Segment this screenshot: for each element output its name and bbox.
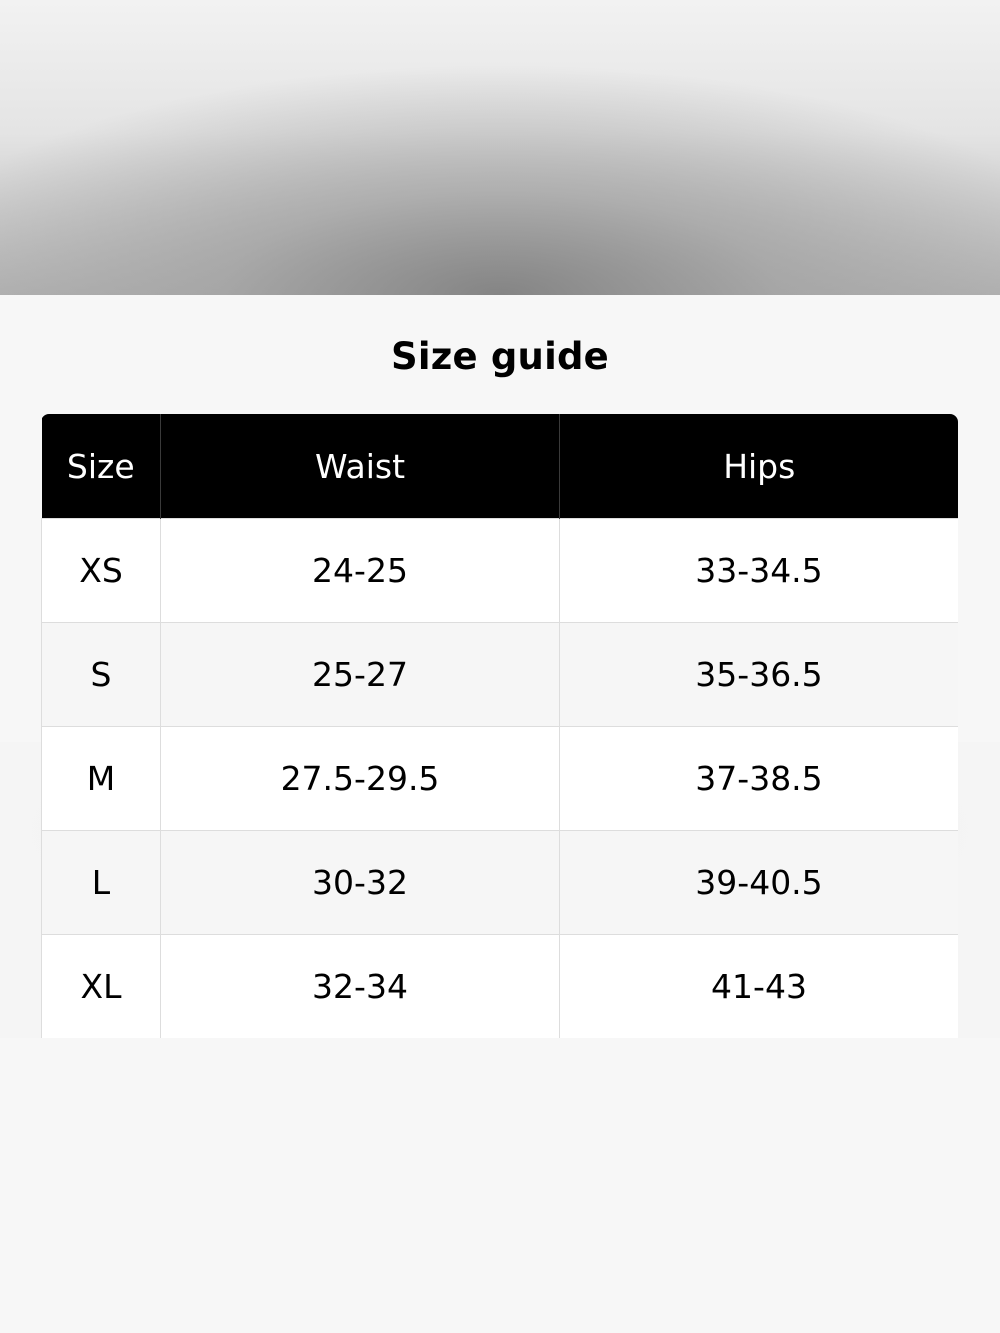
size-cell: XS <box>42 519 161 623</box>
table-row <box>42 727 959 831</box>
waist-cell: 32-34 <box>161 935 560 1039</box>
size-cell: L <box>42 831 161 935</box>
table-row <box>42 623 959 727</box>
hips-cell: 37-38.5 <box>560 727 959 831</box>
waist-cell: 27.5-29.5 <box>161 727 560 831</box>
waist-cell: 25-27 <box>161 623 560 727</box>
size-cell: S <box>42 623 161 727</box>
dimmed-background[interactable] <box>0 0 1000 295</box>
waist-cell: 24-25 <box>161 519 560 623</box>
waist-cell: 30-32 <box>161 831 560 935</box>
size-cell: XL <box>42 935 161 1039</box>
table-row <box>42 831 959 935</box>
hips-cell: 39-40.5 <box>560 831 959 935</box>
size-table <box>41 414 958 1038</box>
table-row <box>42 519 959 623</box>
column-header-hips: Hips <box>560 414 959 519</box>
column-header-size: Size <box>42 414 161 519</box>
sheet-title: Size guide <box>391 335 609 378</box>
table-header-row <box>42 414 959 519</box>
column-header-waist: Waist <box>161 414 560 519</box>
size-cell: M <box>42 727 161 831</box>
hips-cell: 33-34.5 <box>560 519 959 623</box>
hips-cell: 35-36.5 <box>560 623 959 727</box>
table-row <box>42 935 959 1039</box>
size-table-container[interactable] <box>41 414 958 1038</box>
hips-cell: 41-43 <box>560 935 959 1039</box>
